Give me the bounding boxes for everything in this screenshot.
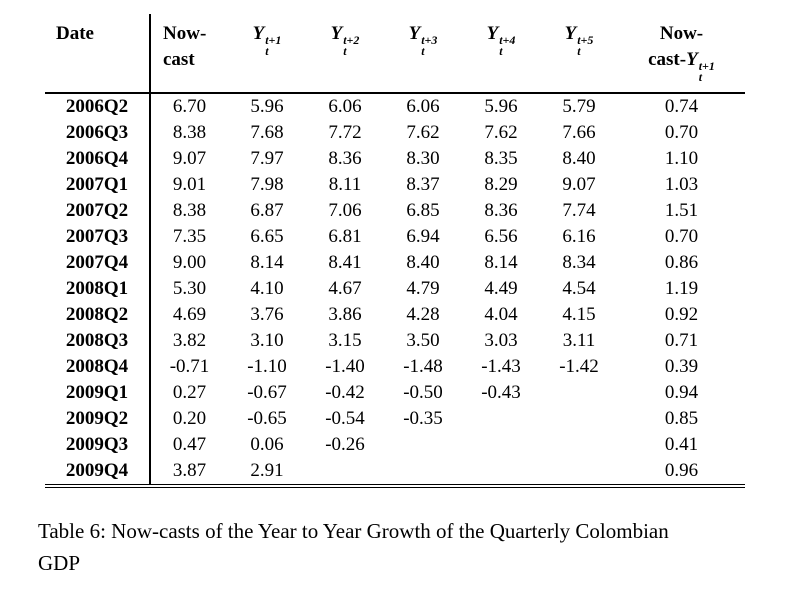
- date-cell: 2009Q1: [45, 380, 150, 406]
- value-cell: 0.39: [664, 356, 699, 378]
- value-cell: 8.38: [172, 200, 207, 222]
- table-row: [45, 302, 745, 328]
- value-cell: -1.10: [247, 356, 287, 378]
- value-cell: 4.15: [562, 304, 596, 326]
- value-cell: 3.03: [484, 330, 518, 352]
- value-cell: -0.42: [325, 382, 365, 404]
- col-header-date: Date: [45, 14, 150, 93]
- value-cell: 6.70: [172, 96, 207, 118]
- value-cell: 9.00: [172, 252, 207, 274]
- nowcast-table: [45, 14, 745, 488]
- value-cell: 8.34: [562, 252, 596, 274]
- value-cell: -1.48: [403, 356, 443, 378]
- value-cell: 7.74: [562, 200, 596, 222]
- value-cell: 6.65: [250, 226, 284, 248]
- col-header-y-t3: [384, 14, 462, 93]
- value-cell: 9.01: [172, 174, 207, 196]
- value-cell: 0.71: [664, 330, 699, 352]
- value-cell: -0.65: [247, 408, 287, 430]
- table-row: [45, 146, 745, 172]
- date-cell: 2009Q2: [45, 406, 150, 432]
- value-cell: -1.42: [559, 356, 599, 378]
- value-cell: 8.14: [484, 252, 518, 274]
- date-cell: 2008Q3: [45, 328, 150, 354]
- value-cell: 6.87: [250, 200, 284, 222]
- value-cell: 8.40: [562, 148, 596, 170]
- value-cell: [462, 406, 540, 432]
- date-cell: 2006Q3: [45, 120, 150, 146]
- value-cell: 4.10: [250, 278, 284, 300]
- value-cell: 7.66: [562, 122, 596, 144]
- value-cell: 5.79: [562, 96, 596, 118]
- value-cell: 0.47: [172, 434, 207, 456]
- value-cell: 6.06: [328, 96, 362, 118]
- value-cell: [540, 432, 618, 458]
- caption-line: Table 6: Now-casts of the Year to Year Growth of the Quarterly Colombian: [38, 519, 669, 544]
- value-cell: -0.50: [403, 382, 443, 404]
- table-row: [45, 224, 745, 250]
- table-row: [45, 406, 745, 432]
- value-cell: 6.16: [562, 226, 596, 248]
- table-row: [45, 172, 745, 198]
- value-cell: 8.41: [328, 252, 362, 274]
- table-row: [45, 380, 745, 406]
- value-cell: 0.06: [250, 434, 284, 456]
- date-cell: 2007Q4: [45, 250, 150, 276]
- value-cell: -0.54: [325, 408, 365, 430]
- value-cell: 8.30: [406, 148, 440, 170]
- value-cell: 6.56: [484, 226, 518, 248]
- value-cell: 4.04: [484, 304, 518, 326]
- value-cell: [462, 458, 540, 486]
- col-header-y-t2: [306, 14, 384, 93]
- date-cell: 2007Q1: [45, 172, 150, 198]
- value-cell: 8.11: [328, 174, 362, 196]
- value-cell: 6.81: [328, 226, 362, 248]
- value-cell: 0.92: [664, 304, 699, 326]
- date-cell: 2007Q2: [45, 198, 150, 224]
- date-cell: 2008Q4: [45, 354, 150, 380]
- date-cell: 2008Q1: [45, 276, 150, 302]
- value-cell: 7.68: [250, 122, 284, 144]
- value-cell: -0.35: [403, 408, 443, 430]
- value-cell: 0.94: [664, 382, 699, 404]
- value-cell: 3.15: [328, 330, 362, 352]
- value-cell: 7.72: [328, 122, 362, 144]
- value-cell: -0.43: [481, 382, 521, 404]
- value-cell: [462, 432, 540, 458]
- value-cell: [306, 458, 384, 486]
- value-cell: 8.36: [484, 200, 518, 222]
- value-cell: -0.67: [247, 382, 287, 404]
- table-row: [45, 354, 745, 380]
- table-row: [45, 276, 745, 302]
- value-cell: 0.86: [664, 252, 699, 274]
- col-header-y-t1: [228, 14, 306, 93]
- value-cell: 8.36: [328, 148, 362, 170]
- value-cell: 4.49: [484, 278, 518, 300]
- table-row: [45, 328, 745, 354]
- value-cell: 0.70: [664, 226, 699, 248]
- table-caption: [38, 515, 768, 579]
- value-cell: 8.14: [250, 252, 284, 274]
- date-cell: 2008Q2: [45, 302, 150, 328]
- math-symbol: Y t+4 t: [486, 23, 516, 59]
- col-header-y-t4: [462, 14, 540, 93]
- value-cell: -0.26: [325, 434, 365, 456]
- value-cell: 0.20: [172, 408, 207, 430]
- value-cell: 0.74: [664, 96, 699, 118]
- date-cell: 2006Q2: [45, 93, 150, 120]
- date-cell: 2009Q3: [45, 432, 150, 458]
- value-cell: 8.38: [172, 122, 207, 144]
- date-cell: 2006Q4: [45, 146, 150, 172]
- value-cell: 4.69: [172, 304, 207, 326]
- math-symbol: Y t+3 t: [408, 23, 438, 59]
- value-cell: 5.30: [172, 278, 207, 300]
- value-cell: -1.43: [481, 356, 521, 378]
- value-cell: 1.10: [664, 148, 699, 170]
- caption-line: GDP: [38, 551, 81, 576]
- value-cell: 1.51: [664, 200, 699, 222]
- value-cell: 4.54: [562, 278, 596, 300]
- value-cell: [540, 380, 618, 406]
- value-cell: 3.76: [250, 304, 284, 326]
- value-cell: 7.62: [484, 122, 518, 144]
- table-header: [45, 14, 745, 93]
- value-cell: 3.10: [250, 330, 284, 352]
- col-header-y-t5: [540, 14, 618, 93]
- value-cell: 0.96: [664, 460, 699, 482]
- value-cell: -1.40: [325, 356, 365, 378]
- value-cell: 6.94: [406, 226, 440, 248]
- date-cell: 2007Q3: [45, 224, 150, 250]
- value-cell: 9.07: [172, 148, 207, 170]
- value-cell: 3.82: [172, 330, 207, 352]
- date-cell: 2009Q4: [45, 458, 150, 486]
- value-cell: [540, 458, 618, 486]
- value-cell: 6.06: [406, 96, 440, 118]
- math-symbol: Y t+1 t: [686, 49, 715, 85]
- value-cell: 5.96: [250, 96, 284, 118]
- value-cell: 0.70: [664, 122, 699, 144]
- value-cell: 0.85: [664, 408, 699, 430]
- math-symbol: Y t+2 t: [330, 23, 360, 59]
- value-cell: 1.03: [664, 174, 699, 196]
- value-cell: 7.62: [406, 122, 440, 144]
- col-header-nowcast: Now- cast: [150, 14, 228, 93]
- value-cell: 3.86: [328, 304, 362, 326]
- value-cell: [384, 458, 462, 486]
- value-cell: 9.07: [562, 174, 596, 196]
- value-cell: 8.40: [406, 252, 440, 274]
- value-cell: 3.11: [562, 330, 596, 352]
- table-row: [45, 93, 745, 120]
- value-cell: -0.71: [169, 356, 210, 378]
- value-cell: 8.37: [406, 174, 440, 196]
- value-cell: [540, 406, 618, 432]
- table-row: [45, 432, 745, 458]
- value-cell: 7.98: [250, 174, 284, 196]
- value-cell: 1.19: [664, 278, 699, 300]
- table-row: [45, 458, 745, 486]
- value-cell: 5.96: [484, 96, 518, 118]
- value-cell: 0.41: [664, 434, 699, 456]
- value-cell: 4.28: [406, 304, 440, 326]
- value-cell: 6.85: [406, 200, 440, 222]
- value-cell: 3.50: [406, 330, 440, 352]
- value-cell: 7.35: [172, 226, 207, 248]
- table-row: [45, 120, 745, 146]
- value-cell: 4.67: [328, 278, 362, 300]
- table-header-row: [45, 14, 745, 93]
- value-cell: 7.06: [328, 200, 362, 222]
- value-cell: 0.27: [172, 382, 207, 404]
- value-cell: 7.97: [250, 148, 284, 170]
- math-symbol: Y t+5 t: [564, 23, 594, 59]
- value-cell: 3.87: [172, 460, 207, 482]
- value-cell: 4.79: [406, 278, 440, 300]
- value-cell: 8.29: [484, 174, 518, 196]
- table-row: [45, 198, 745, 224]
- value-cell: 2.91: [250, 460, 284, 482]
- table-row: [45, 250, 745, 276]
- math-symbol: Y t+1 t: [252, 23, 282, 59]
- value-cell: 8.35: [484, 148, 518, 170]
- value-cell: [384, 432, 462, 458]
- col-header-diff: Now- cast-Y t+1 t: [618, 14, 745, 93]
